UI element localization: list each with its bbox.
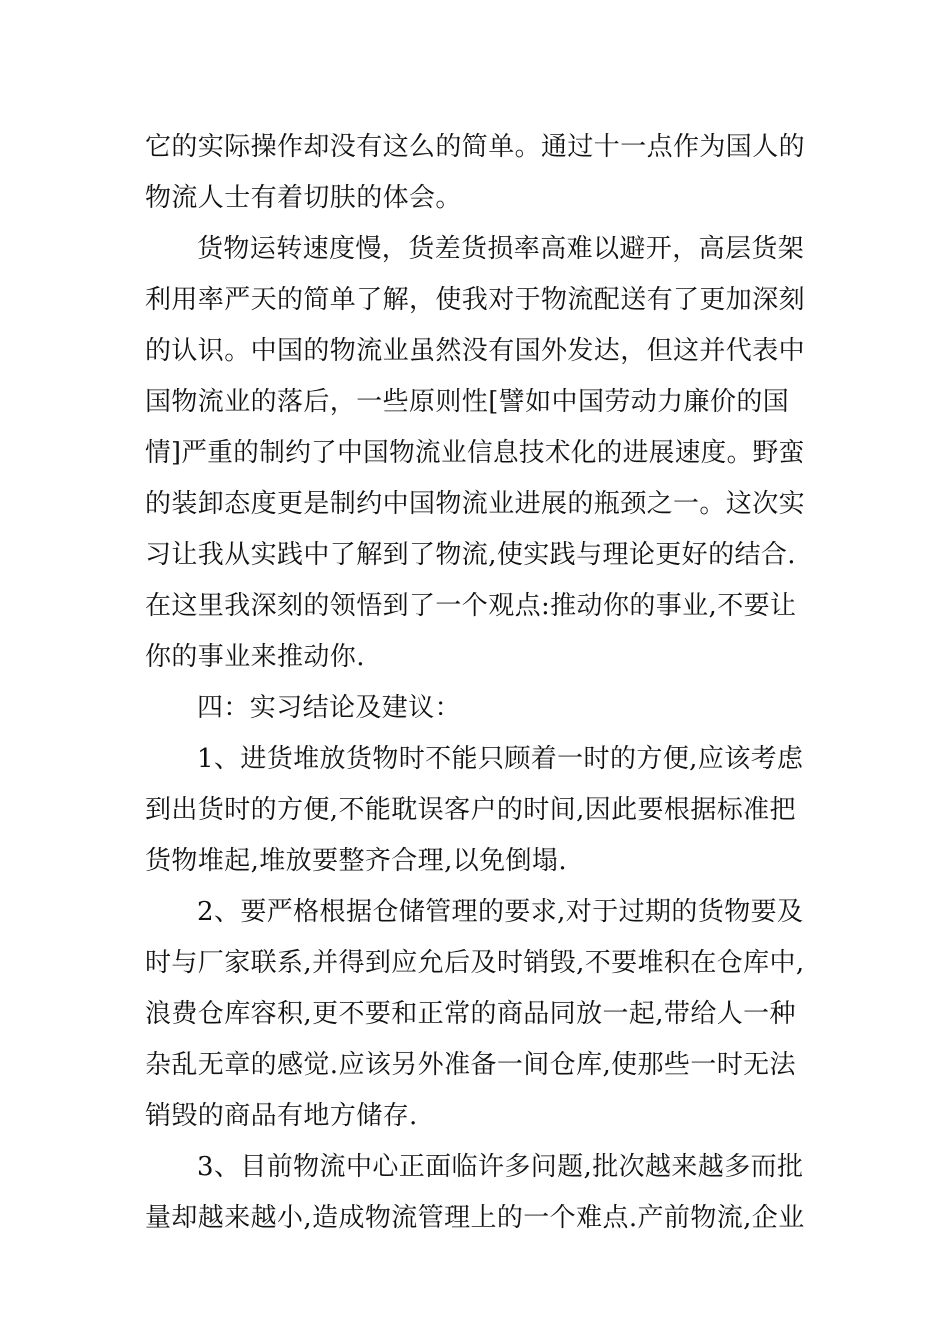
text-line: 习让我从实践中了解到了物流,使实践与理论更好的结合. — [145, 540, 796, 570]
text-line: 在这里我深刻的领悟到了一个观点:推动你的事业,不要让 — [145, 591, 797, 621]
paragraph-start-line: 货物运转速度慢，货差货损率高难以避开，高层货架 — [197, 234, 805, 264]
paragraph-start-line: 3、目前物流中心正面临许多问题,批次越来越多而批 — [197, 1152, 804, 1182]
text-line: 时与厂家联系,并得到应允后及时销毁,不要堆积在仓库中, — [145, 948, 805, 978]
paragraph-start-line: 2、要严格根据仓储管理的要求,对于过期的货物要及 — [197, 897, 804, 927]
text-line: 量却越来越小,造成物流管理上的一个难点.产前物流,企业 — [145, 1203, 805, 1233]
text-line: 利用率严天的简单了解，使我对于物流配送有了更加深刻 — [145, 285, 806, 315]
text-line: 物流人士有着切肤的体会。 — [145, 183, 462, 213]
text-line: 的认识。中国的物流业虽然没有国外发达，但这并代表中 — [145, 336, 806, 366]
text-line: 它的实际操作却没有这么的简单。通过十一点作为国人的 — [145, 132, 806, 162]
text-line: 的装卸态度更是制约中国物流业进展的瓶颈之一。这次实 — [145, 489, 806, 519]
section-heading: 四：实习结论及建议： — [197, 693, 462, 723]
text-line: 情]严重的制约了中国物流业信息技术化的进展速度。野蛮 — [145, 438, 805, 468]
text-line: 到出货时的方便,不能耽误客户的时间,因此要根据标准把 — [145, 795, 796, 825]
text-line: 销毁的商品有地方储存. — [145, 1101, 418, 1131]
text-line: 货物堆起,堆放要整齐合理,以免倒塌. — [145, 846, 567, 876]
text-line: 杂乱无章的感觉.应该另外准备一间仓库,使那些一时无法 — [145, 1050, 796, 1080]
text-line: 你的事业来推动你. — [145, 642, 365, 672]
text-line: 国物流业的落后，一些原则性[譬如中国劳动力廉价的国 — [145, 387, 790, 417]
text-line: 浪费仓库容积,更不要和正常的商品同放一起,带给人一种 — [145, 999, 796, 1029]
paragraph-start-line: 1、进货堆放货物时不能只顾着一时的方便,应该考虑 — [197, 744, 804, 774]
